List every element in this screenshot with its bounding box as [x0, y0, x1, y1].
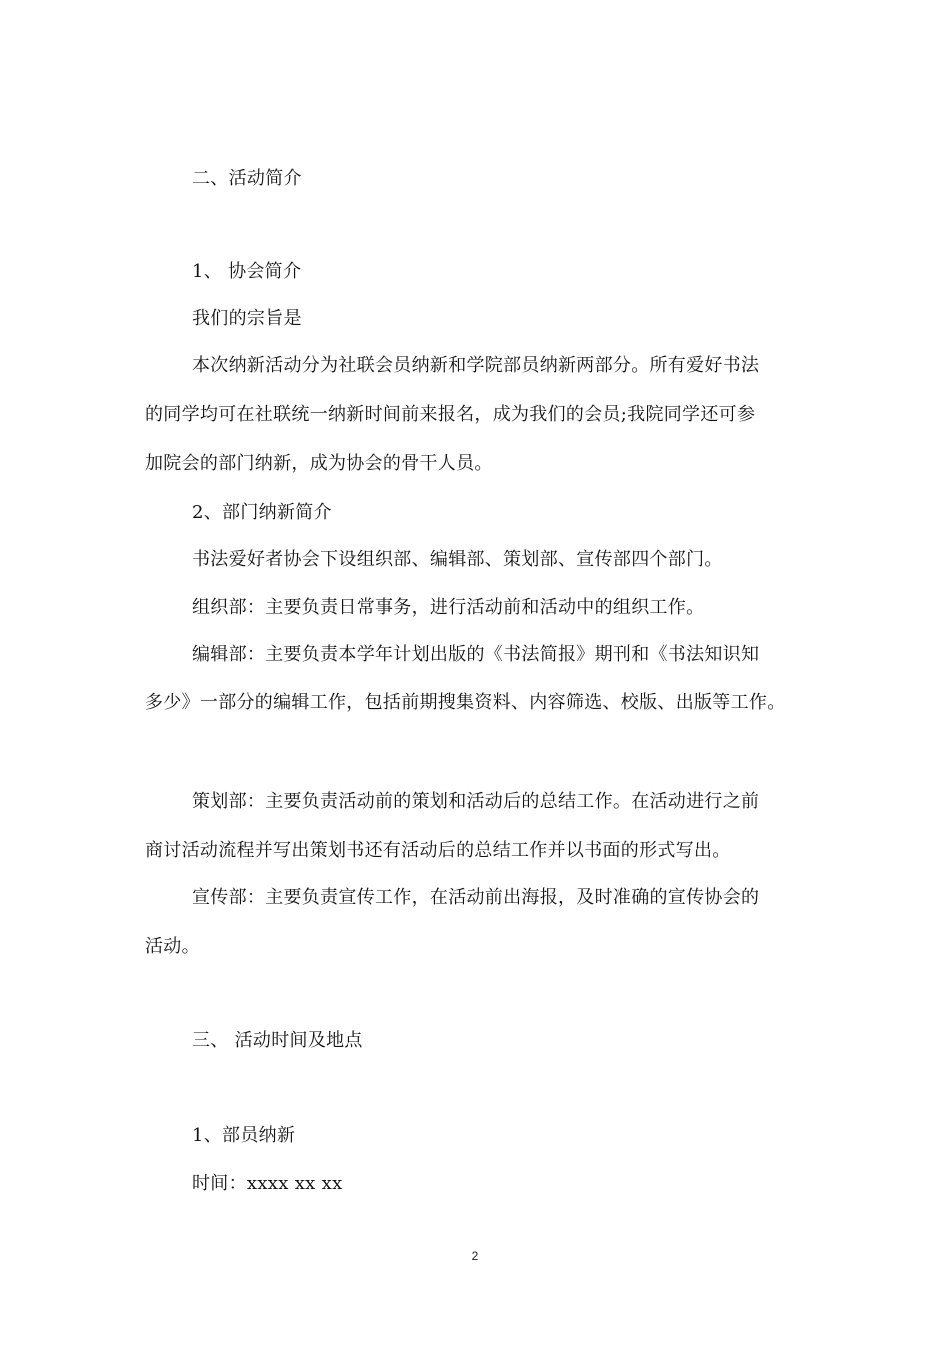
paragraph-line: 时间：xxxx xx xx — [192, 1173, 343, 1194]
paragraph-line: 多少》一部分的编辑工作，包括前期搜集资料、内容筛选、校版、出版等工作。 — [145, 692, 786, 713]
paragraph-line: 的同学均可在社联统一纳新时间前来报名，成为我们的会员;我院同学还可参 — [145, 404, 756, 425]
subheading-department-intro: 2、部门纳新简介 — [192, 502, 332, 523]
page-number: 2 — [471, 1249, 479, 1263]
subheading-member-recruitment: 1、部员纳新 — [192, 1125, 296, 1146]
paragraph-line: 宣传部：主要负责宣传工作，在活动前出海报，及时准确的宣传协会的 — [192, 887, 760, 908]
paragraph-line: 组织部：主要负责日常事务，进行活动前和活动中的组织工作。 — [192, 597, 705, 618]
paragraph-line: 本次纳新活动分为社联会员纳新和学院部员纳新两部分。所有爱好书法 — [192, 355, 760, 376]
section-heading-activity-intro: 二、活动简介 — [192, 168, 302, 189]
paragraph-line: 策划部：主要负责活动前的策划和活动后的总结工作。在活动进行之前 — [192, 791, 760, 812]
paragraph-line: 我们的宗旨是 — [192, 308, 302, 329]
section-heading-time-location: 三、 活动时间及地点 — [192, 1030, 363, 1051]
subheading-association-intro: 1、 协会简介 — [192, 261, 302, 282]
paragraph-line: 编辑部：主要负责本学年计划出版的《书法简报》期刊和《书法知识知 — [192, 644, 760, 665]
paragraph-line: 活动。 — [145, 936, 200, 957]
paragraph-line: 商讨活动流程并写出策划书还有活动后的总结工作并以书面的形式写出。 — [145, 840, 731, 861]
paragraph-line: 加院会的部门纳新，成为协会的骨干人员。 — [145, 453, 493, 474]
paragraph-line: 书法爱好者协会下设组织部、编辑部、策划部、宣传部四个部门。 — [192, 549, 723, 570]
